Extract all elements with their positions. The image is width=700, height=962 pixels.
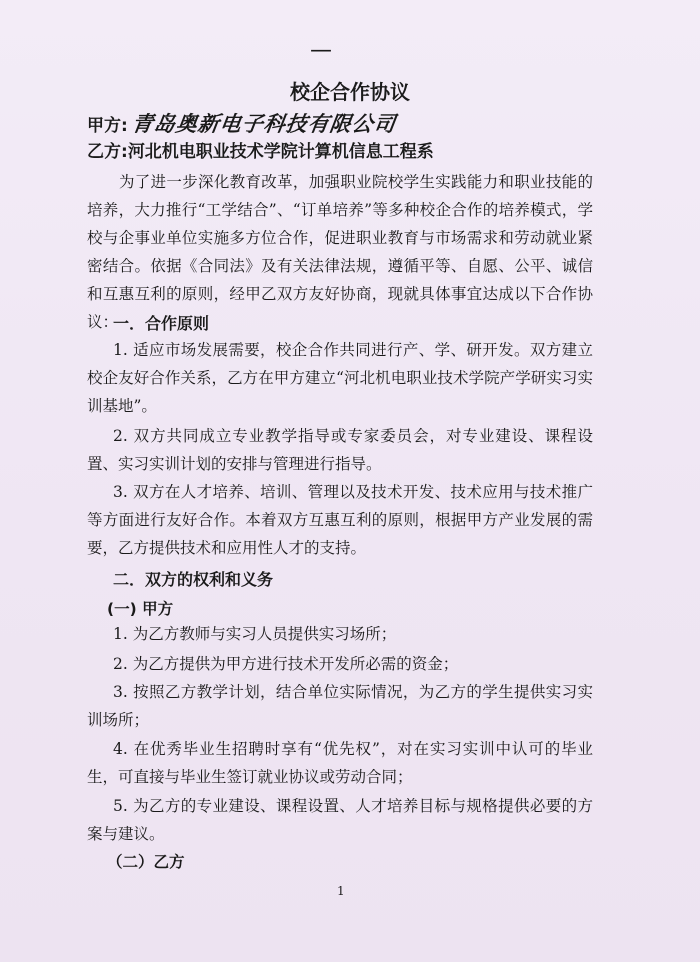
top-mark: —	[310, 38, 330, 63]
page-number: 1	[337, 884, 345, 898]
section-1-item-2: 2. 双方共同成立专业教学指导或专家委员会，对专业建设、课程设置、实习实训计划的安排与管理进行指导。	[87, 427, 593, 473]
party-a-duties-heading: (一) 甲方	[107, 600, 174, 618]
section-2-item-1: 1. 为乙方教师与实习人员提供实习场所；	[113, 625, 397, 643]
section-2-heading: 二．双方的权利和义务	[113, 570, 274, 589]
section-2-item-3: 3. 按照乙方教学计划，结合单位实际情况，为乙方的学生提供实习实训场所；	[87, 683, 593, 729]
section-2-item-2: 2. 为乙方提供为甲方进行技术开发所必需的资金；	[113, 655, 459, 673]
document-title: 校企合作协议	[290, 80, 410, 104]
section-2-item-5: 5. 为乙方的专业建设、课程设置、人才培养目标与规格提供必要的方案与建议。	[87, 797, 593, 843]
party-b-name: 河北机电职业技术学院计算机信息工程系	[127, 142, 434, 162]
party-b-duties-heading: （二）乙方	[107, 853, 185, 871]
party-b-label: 乙方:	[87, 142, 128, 162]
section-1-item-3: 3. 双方在人才培养、培训、管理以及技术开发、技术应用与技术推广等方面进行友好合作。本着双方互惠互利的原则，根据甲方产业发展的需要，乙方提供技术和应用性人才的支持。	[87, 483, 593, 557]
party-a-line	[87, 108, 396, 138]
party-a-label: 甲方:	[87, 115, 128, 136]
section-1-heading: 一．合作原则	[113, 314, 210, 333]
party-b-line	[87, 137, 434, 162]
section-1-item-1: 1. 适应市场发展需要，校企合作共同进行产、学、研开发。双方建立校企友好合作关系，乙方在甲方建立“河北机电职业技术学院产学研实习实训基地”。	[87, 341, 593, 415]
party-a-signature: 青岛奥新电子科技有限公司	[129, 111, 398, 136]
section-2-item-4: 4. 在优秀毕业生招聘时享有“优先权”，对在实习实训中认可的毕业生，可直接与毕业生签订就业协议或劳动合同；	[87, 740, 593, 786]
intro-paragraph: 为了进一步深化教育改革，加强职业院校学生实践能力和职业技能的培养，大力推行“工学结合”、“订单培养”等多种校企合作的培养模式，学校与企事业单位实施多方位合作，促进职业教育与市场需求和劳动就业紧密结合。依据《合同法》及有关法律法规，遵循平等、自愿、公平、诚信和互惠互利的原则，经甲乙双方友好协商，现就具体事宜达成以下合作协议：	[87, 173, 593, 331]
